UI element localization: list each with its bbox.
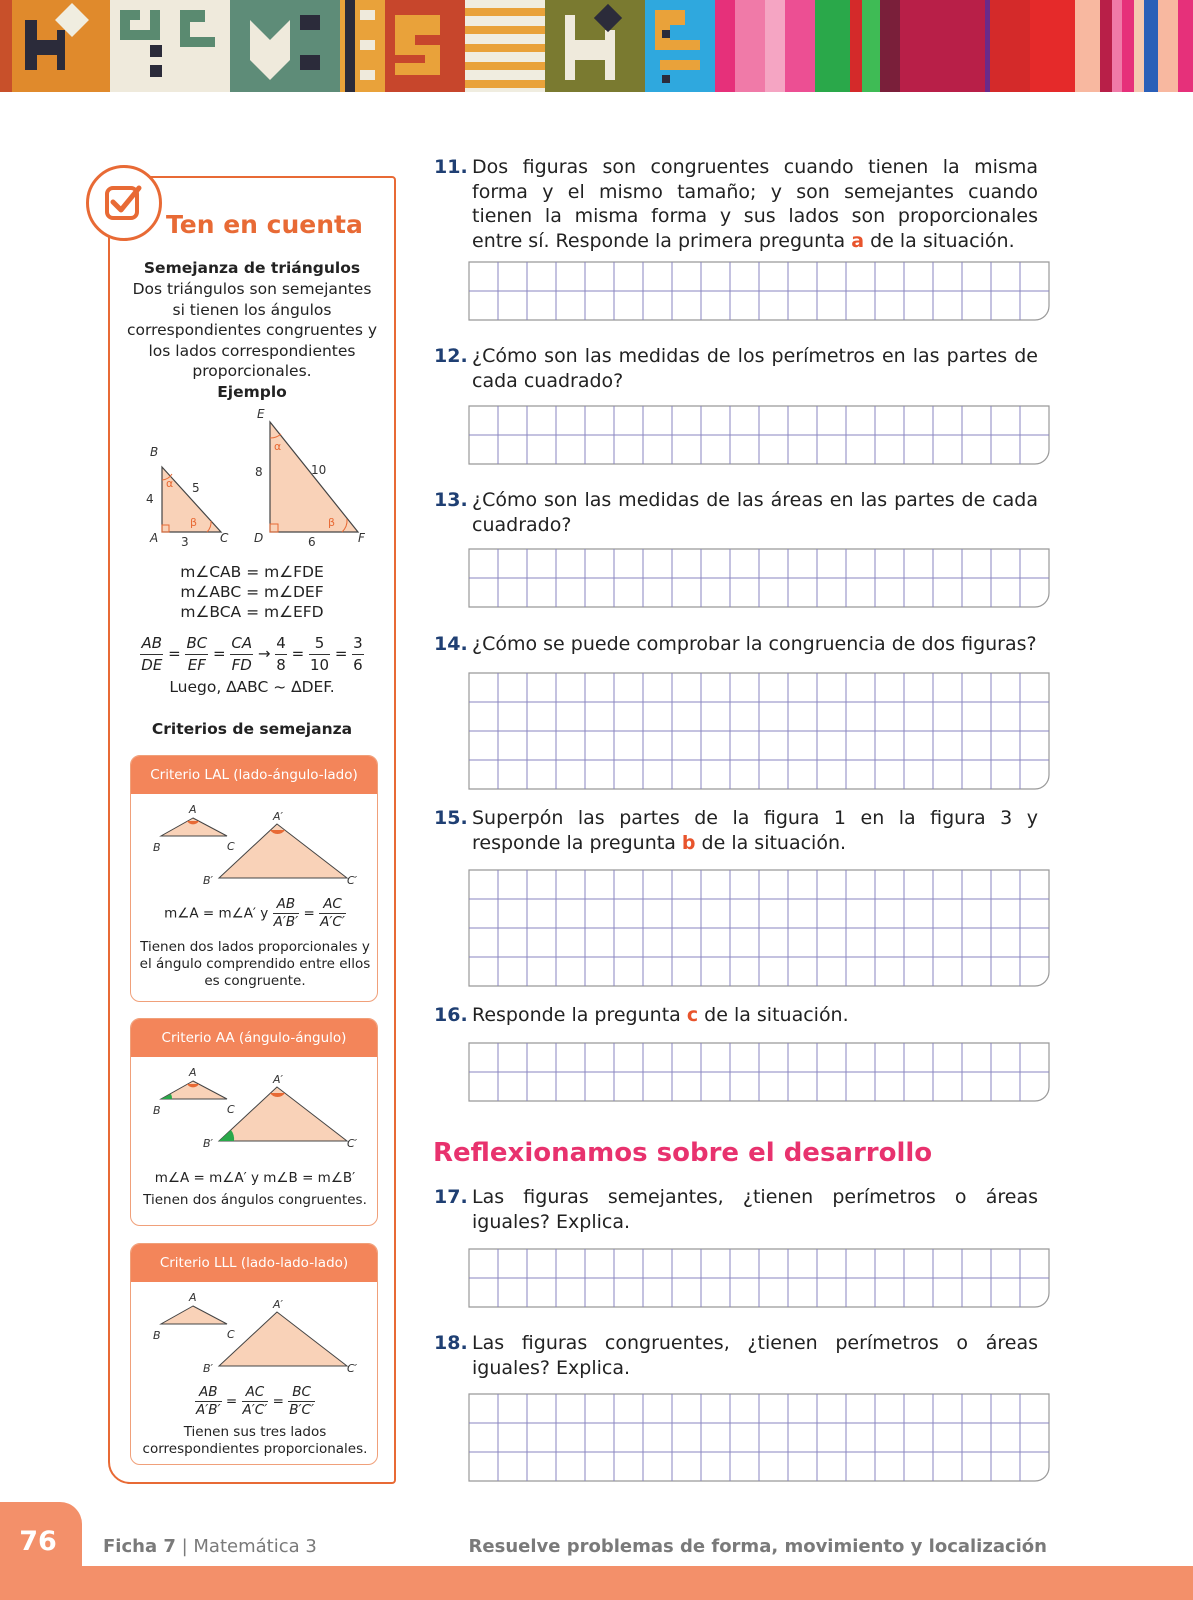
criterion-aa-formula: m∠A = m∠A′ y m∠B = m∠B′	[154, 1170, 356, 1186]
svg-text:A: A	[189, 803, 197, 816]
beta-label: β	[190, 516, 198, 529]
grid-lines	[468, 672, 1050, 790]
answer-grid-11[interactable]	[468, 261, 1050, 325]
sidebar-title: Ten en cuenta	[166, 210, 363, 239]
alpha-label-2: α	[274, 440, 282, 453]
answer-grid-12[interactable]	[468, 405, 1050, 469]
side-de-label: 8	[255, 465, 263, 479]
svg-text:B: B	[153, 1104, 161, 1117]
grid-lines	[468, 869, 1050, 987]
svg-text:B′: B′	[203, 1137, 214, 1150]
svg-text:B′: B′	[203, 874, 214, 887]
criterion-lal-formula: m∠A = m∠A′ y $\frac{AB}{A'B'}$ = $\frac{AC}{A'C'}$	[164, 896, 345, 930]
grid-lines	[468, 1042, 1050, 1102]
criterion-aa-figure	[131, 1059, 378, 1155]
example-label: Ejemplo	[217, 383, 287, 401]
svg-text:C: C	[227, 1328, 235, 1341]
svg-text:B: B	[153, 841, 161, 854]
vertex-e: E	[257, 408, 265, 421]
criterion-lll-figure	[131, 1284, 378, 1380]
sidebar-definition: Dos triángulos son semejantes si tienen los ángulos correspondientes congruentes y los lados correspondientes proporcionales.	[126, 280, 378, 380]
criterion-lll-card	[130, 1243, 378, 1465]
beta-label-2: β	[328, 516, 336, 529]
vertex-f: F	[358, 531, 365, 545]
side-df-label: 6	[308, 535, 316, 548]
vertex-c: C	[220, 531, 229, 545]
svg-text:B: B	[153, 1329, 161, 1342]
sidebar-heading: Semejanza de triángulos	[143, 259, 361, 277]
question-14: 14. ¿Cómo se puede comprobar la congruencia de dos figuras?	[434, 633, 1037, 655]
side-bc-label: 5	[192, 481, 200, 495]
svg-text:C: C	[227, 1103, 235, 1116]
question-16: 16. Responde la pregunta c de la situación.	[434, 1004, 849, 1026]
svg-text:A′: A′	[273, 1073, 284, 1086]
angle-equality-2: m∠ABC = m∠DEF	[180, 583, 324, 601]
side-ac-label: 3	[181, 535, 189, 548]
question-17: 17. Las figuras semejantes, ¿tienen perímetros o áreas iguales? Explica.	[434, 1186, 1038, 1233]
criterion-lll-formula: $\frac{AB}{A'B'}$ = $\frac{AC}{A'C'}$ = $\frac{BC}{B'C'}$	[195, 1384, 315, 1418]
grid-lines	[468, 548, 1050, 608]
question-18: 18. Las figuras congruentes, ¿tienen perímetros o áreas iguales? Explica.	[434, 1332, 1038, 1379]
criterion-lll-title: Criterio LLL (lado-lado-lado)	[131, 1244, 377, 1282]
criterion-lal-text: Tienen dos lados proporcionales y el ángulo comprendido entre ellos es congruente.	[139, 939, 371, 989]
svg-text:C′: C′	[347, 874, 358, 887]
example-triangles-figure	[130, 408, 380, 548]
answer-grid-17[interactable]	[468, 1248, 1050, 1312]
answer-grid-13[interactable]	[468, 548, 1050, 612]
footer-competency: Resuelve problemas de forma, movimiento y localización	[468, 1536, 1047, 1557]
conclusion-text: Luego, ∆ABC ~ ∆DEF.	[169, 678, 335, 696]
question-15: 15. Superpón las partes de la figura 1 en la figura 3 y responde la pregunta b de la situación.	[434, 807, 1038, 854]
grid-lines	[468, 261, 1050, 321]
svg-text:A: A	[189, 1291, 197, 1304]
side-ab-label: 4	[146, 492, 154, 506]
svg-text:C′: C′	[347, 1362, 358, 1375]
decorative-banner	[0, 0, 1193, 92]
svg-text:A′: A′	[273, 1298, 284, 1311]
answer-grid-16[interactable]	[468, 1042, 1050, 1106]
svg-text:A′: A′	[273, 810, 284, 823]
criterion-lll-text: Tienen sus tres lados correspondientes proporcionales.	[142, 1424, 368, 1457]
angle-equality-3: m∠BCA = m∠EFD	[180, 603, 324, 621]
reflection-section-title: Reflexionamos sobre el desarrollo	[433, 1138, 933, 1168]
question-12: 12. ¿Cómo son las medidas de los perímetros en las partes de cada cuadrado?	[434, 345, 1038, 392]
svg-text:C′: C′	[347, 1137, 358, 1150]
answer-grid-14[interactable]	[468, 672, 1050, 794]
grid-lines	[468, 405, 1050, 465]
criterion-lal-title: Criterio LAL (lado-ángulo-lado)	[131, 756, 377, 794]
angle-equality-1: m∠CAB = m∠FDE	[180, 563, 324, 581]
criterion-aa-title: Criterio AA (ángulo-ángulo)	[131, 1019, 377, 1057]
criterion-lal-figure	[131, 796, 378, 892]
answer-grid-15[interactable]	[468, 869, 1050, 991]
question-13: 13. ¿Cómo son las medidas de las áreas en las partes de cada cuadrado?	[434, 489, 1038, 536]
criterion-aa-text: Tienen dos ángulos congruentes.	[143, 1192, 367, 1208]
checklist-icon	[86, 165, 162, 241]
side-ef-label: 10	[311, 463, 327, 477]
alpha-label: α	[166, 477, 174, 490]
question-11: 11. Dos figuras son congruentes cuando tienen la misma forma y el mismo tamaño; y son semejantes cuando tienen la misma forma y sus lados son proporcionales entre sí. Responde la primera pregunta a de la situación.	[434, 156, 1038, 252]
svg-text:A: A	[189, 1066, 197, 1079]
grid-lines	[468, 1393, 1050, 1482]
vertex-d: D	[254, 531, 264, 545]
criterion-lal-card	[130, 755, 378, 1002]
ratio-formula: $\frac{AB}{DE}$ = $\frac{BC}{EF}$ = $\frac{CA}{FD}$ → $\frac{4}{8}$ = $\frac{5}{10}$ = $\frac{3}{6}$	[141, 634, 363, 674]
page-number: 76	[19, 1526, 57, 1557]
vertex-b: B	[150, 445, 159, 459]
answer-grid-18[interactable]	[468, 1393, 1050, 1486]
footer-bar	[0, 1566, 1193, 1600]
grid-lines	[468, 1248, 1050, 1308]
vertex-a: A	[150, 531, 159, 545]
criterion-aa-card	[130, 1018, 378, 1226]
criteria-heading: Criterios de semejanza	[151, 720, 353, 738]
svg-text:B′: B′	[203, 1362, 214, 1375]
footer-ficha: Ficha 7 | Matemática 3	[103, 1536, 317, 1557]
svg-text:C: C	[227, 840, 235, 853]
triangle-def	[270, 422, 358, 532]
